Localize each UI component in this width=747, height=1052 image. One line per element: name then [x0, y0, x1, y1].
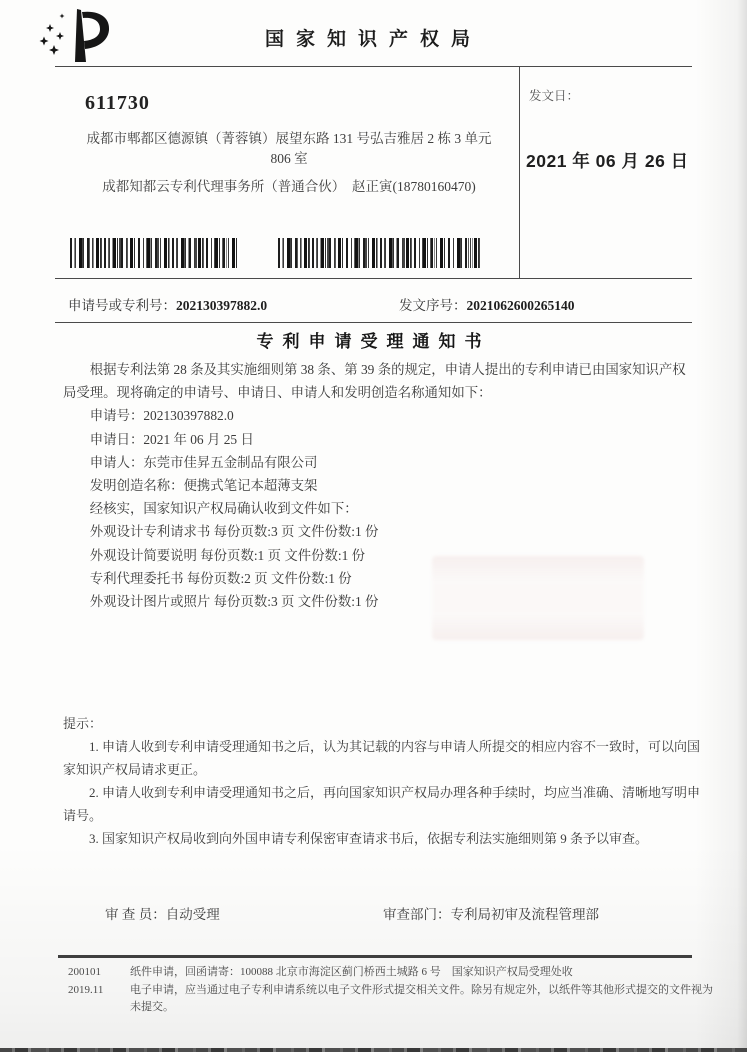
barcode-serial — [278, 238, 480, 268]
photo-right-edge-shadow — [737, 0, 747, 1052]
photo-bottom-edge — [0, 1048, 747, 1052]
hint-item: 3. 国家知识产权局收到向外国申请专利保密审查请求书后，依据专利法实施细则第 9 条予以审查。 — [89, 831, 649, 846]
department-value: 专利局初审及流程管理部 — [450, 907, 599, 922]
department-label: 审查部门： — [383, 907, 451, 922]
review-department-field — [383, 903, 599, 923]
recipient-address-line1: 成都市郫都区德源镇（菁蓉镇）展望东路 131 号弘吉雅居 2 栋 3 单元 — [86, 131, 492, 146]
document-line: 外观设计专利请求书 每份页数:3 页 文件份数:1 份 — [89, 524, 379, 540]
field-value: 东莞市佳昇五金制品有限公司 — [143, 454, 318, 470]
field-value: 便携式笔记本超薄支架 — [183, 478, 318, 494]
hints-label: 提示： — [63, 716, 103, 731]
footer-block — [68, 964, 720, 1017]
serial-number-field — [399, 294, 575, 314]
field-label: 发明创造名称： — [89, 478, 184, 494]
footer-note-paper: 纸件申请，回函请寄：100088 北京市海淀区蓟门桥西土城路 6 号 国家知识产权局受理处收 — [130, 966, 573, 978]
footer-code: 2019.11 — [68, 983, 104, 996]
document-line: 专利代理委托书 每份页数:2 页 文件份数:1 份 — [89, 570, 352, 586]
application-number-field — [68, 294, 267, 314]
field-label: 申请号： — [89, 408, 144, 424]
recipient-address-line2: 806 室 — [270, 151, 308, 166]
footer-note-electronic: 电子申请，应当通过电子专利申请系统以电子文件形式提交相关文件。除另有规定外，以纸件等其他形式提交的文件视为未提交。 — [130, 983, 713, 1013]
document-line: 外观设计简要说明 每份页数:1 页 文件份数:1 份 — [89, 547, 366, 563]
field-label: 申请人： — [89, 454, 144, 470]
field-value: 202130397882.0 — [143, 408, 234, 424]
application-number-value: 202130397882.0 — [176, 298, 268, 313]
document-line: 外观设计图片或照片 每份页数:3 页 文件份数:1 份 — [89, 594, 379, 610]
field-label: 申请日： — [89, 431, 144, 447]
field-applicant — [63, 451, 695, 474]
notice-title: 专利申请受理通知书 — [256, 332, 491, 351]
examiner-value: 自动受理 — [165, 907, 220, 922]
hints-block — [63, 712, 703, 850]
footer-rule — [58, 955, 692, 958]
examiner-field — [105, 903, 220, 923]
postal-code: 611730 — [85, 92, 150, 114]
barcode-bottom-rule — [55, 278, 692, 279]
reference-bottom-rule — [55, 322, 692, 323]
faint-stamp-artifact — [432, 556, 644, 640]
dispatch-date-label: 发文日： — [529, 89, 580, 103]
date-box-divider — [519, 66, 520, 278]
footer-notes — [130, 964, 720, 1017]
serial-number-value: 2021062600265140 — [466, 298, 575, 313]
application-number-label: 申请号或专利号： — [68, 298, 176, 313]
dispatch-date-value: 2021 年 06 月 26 日 — [526, 151, 689, 171]
logo-star-icon — [40, 37, 49, 46]
serial-number-label: 发文序号： — [399, 298, 467, 313]
field-invention-title — [63, 474, 695, 497]
footer-code: 200101 — [68, 966, 101, 978]
agency-and-agent: 成都知都云专利代理事务所（普通合伙） 赵正寅(18780160470) — [102, 179, 476, 194]
field-application-number — [63, 404, 695, 427]
logo-star-icon — [60, 14, 65, 19]
confirm-line: 经核实，国家知识产权局确认收到文件如下： — [89, 501, 358, 517]
field-application-date — [63, 428, 695, 451]
notice-intro: 根据专利法第 28 条及其实施细则第 38 条、第 39 条的规定，申请人提出的专利申请已由国家知识产权局受理。现将确定的申请号、申请日、申请人和发明创造名称通知如下： — [63, 362, 686, 401]
header-rule — [55, 66, 692, 67]
examiner-label: 审 查 员： — [105, 907, 166, 922]
recipient-block — [60, 92, 518, 195]
hint-item: 1. 申请人收到专利申请受理通知书之后，认为其记载的内容与申请人所提交的相应内容不一致时，可以向国家知识产权局请求更正。 — [63, 739, 701, 777]
hint-item: 2. 申请人收到专利申请受理通知书之后，再向国家知识产权局办理各种手续时，均应当准确、清晰地写明申请号。 — [63, 785, 701, 823]
footer-form-codes — [68, 964, 130, 1017]
org-title: 国家知识产权局 — [264, 29, 482, 50]
logo-star-icon — [46, 24, 54, 32]
field-value: 2021 年 06 月 25 日 — [143, 431, 254, 447]
barcode-application — [70, 238, 240, 268]
